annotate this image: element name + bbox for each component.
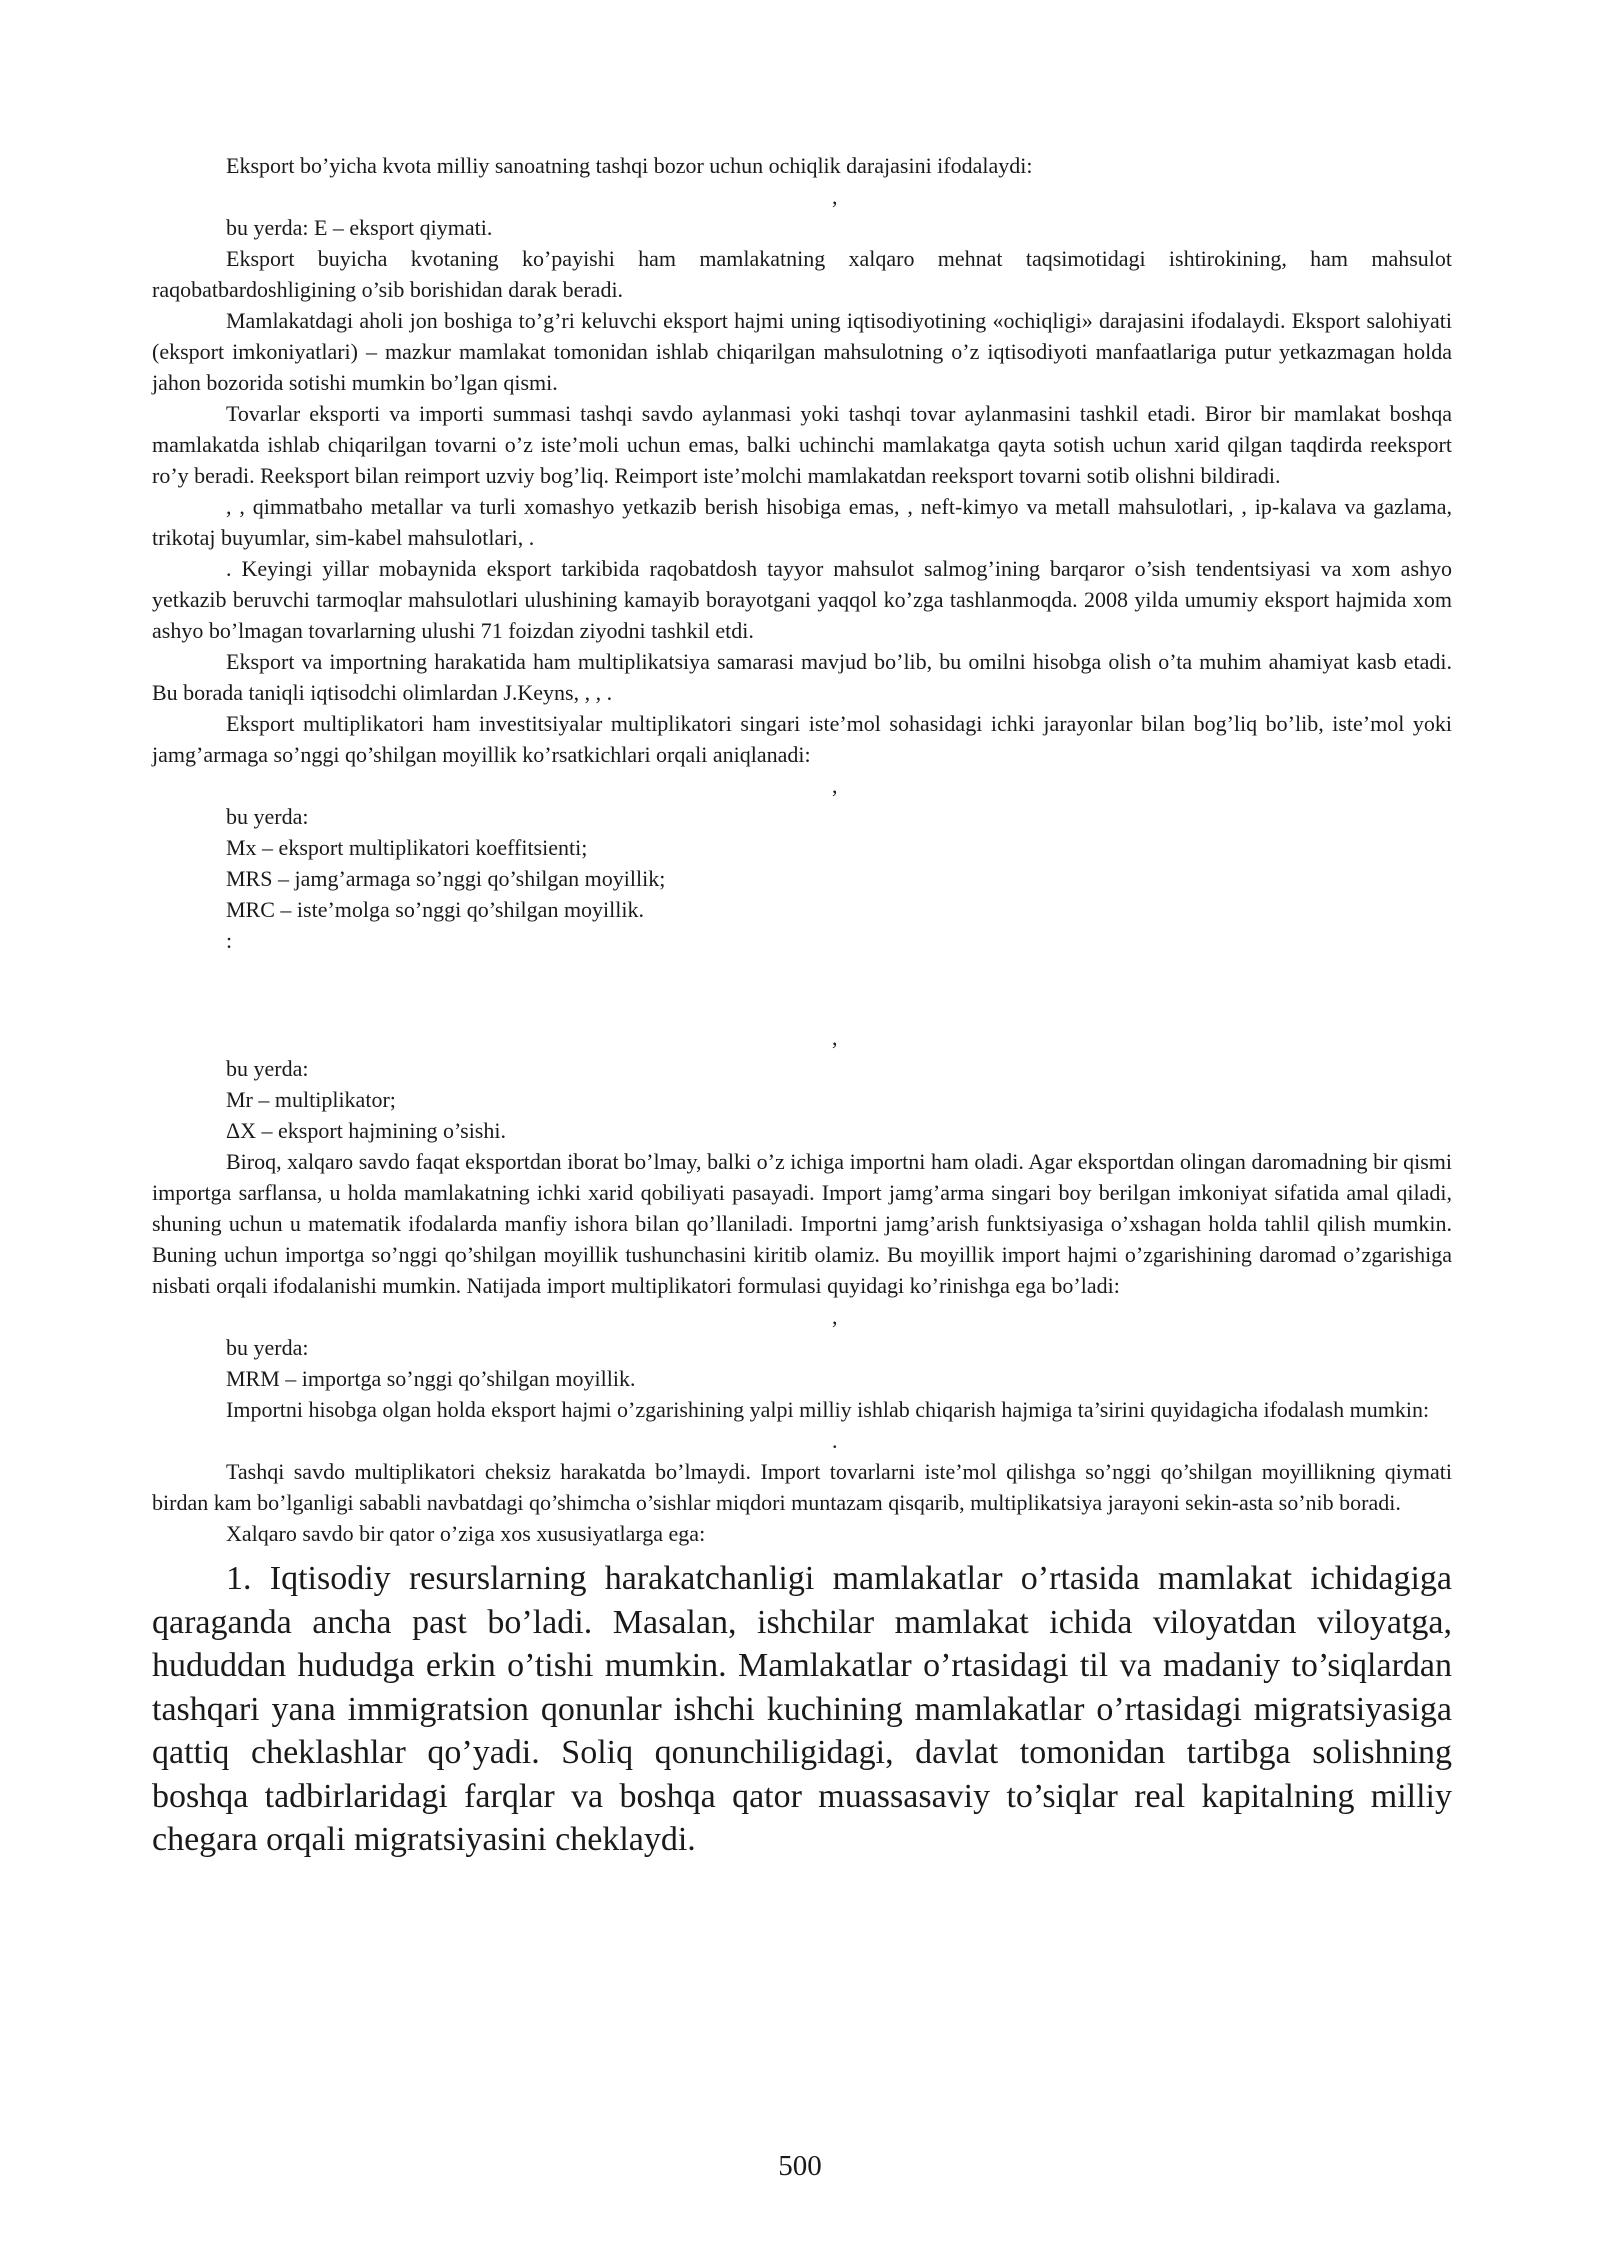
definition-line: bu yerda: (226, 804, 309, 829)
paragraph: Tovarlar eksporti va importi summasi tashqi savdo aylanmasi yoki tashqi tovar aylanmasini tashkil etadi. Biror bir mamlakat boshqa mamlakatda ishlab chiqarilgan tovarni o’z iste’moli uchun emas, balki uchinchi mamlakatga qayta sotish uchun xarid qilgan taqdirda reeksport ro’y beradi. Reeksport bilan reimport uzviy bog’liq. Reimport iste’molchi mamlakatdan reeksport tovarni sotib olishni bildiradi. (152, 401, 1452, 488)
paragraph: Eksport bo’yicha kvota milliy sanoatning tashqi bozor uchun ochiqlik darajasini ifodalaydi: (226, 153, 1033, 178)
paragraph: Biroq, xalqaro savdo faqat eksportdan iborat bo’lmay, balki o’z ichiga importni ham oladi. Agar eksportdan olingan daromadning bir qismi importga sarflansa, u holda mamlakatning ichki xarid qobiliyati pasayadi. Import jamg’arma singari boy berilgan imkoniyat sifatida amal qiladi, shuning uchun u matematik ifodalarda manfiy ishora bilan qo’llaniladi. Importni jamg’arish funktsiyasiga o’xshagan holda tahlil qilish mumkin. Buning uchun importga so’nggi qo’shilgan moyillik tushunchasini kiritib olamiz. Bu moyillik import hajmi o’zgarishining daromad o’zgarishiga nisbati orqali ifodalanishi mumkin. Natijada import multiplikatori formulasi quyidagi ko’rinishga ega bo’ladi: (152, 1149, 1452, 1298)
paragraph: . Keyingi yillar mobaynida eksport tarkibida raqobatdosh tayyor mahsulot salmog’ining barqaror o’sish tendentsiyasi va xom ashyo yetkazib beruvchi tarmoqlar mahsulotlari ulushining kamayib borayotgani yaqqol ko’zga tashlanmoqda. 2008 yilda umumiy eksport hajmida xom ashyo bo’lmagan tovarlarning ulushi 71 foizdan ziyodni tashkil etdi. (152, 556, 1452, 643)
definition-line: ΔX – eksport hajmining o’sishi. (226, 1118, 506, 1143)
formula-placeholder: , (832, 184, 838, 209)
definition-line: : (226, 928, 233, 953)
formula-placeholder: , (832, 773, 838, 798)
paragraph: bu yerda: E – eksport qiymati. (226, 215, 493, 240)
definition-line: bu yerda: (226, 1335, 309, 1360)
definition-line: MRC – iste’molga so’nggi qo’shilgan moyillik. (226, 897, 644, 922)
page-number: 500 (778, 2150, 822, 2182)
formula-placeholder: , (832, 1304, 838, 1329)
paragraph: Xalqaro savdo bir qator o’ziga xos xususiyatlarga ega: (226, 1521, 706, 1546)
page-body (152, 150, 1452, 1862)
paragraph: Mamlakatdagi aholi jon boshiga to’g’ri keluvchi eksport hajmi uning iqtisodiyotining «ochiqligi» darajasini ifodalaydi. Eksport salohiyati (eksport imkoniyatlari) – mazkur mamlakat tomonidan ishlab chiqarilgan mahsulotning o’z iqtisodiyoti manfaatlariga putur yetkazmagan holda jahon bozorida sotishi mumkin bo’lgan qismi. (152, 308, 1452, 395)
definition-line: bu yerda: (226, 1056, 309, 1081)
definition-line: MRM – importga so’nggi qo’shilgan moyillik. (226, 1366, 636, 1391)
formula-placeholder: . (832, 1428, 838, 1453)
paragraph: Eksport buyicha kvotaning ko’payishi ham mamlakatning xalqaro mehnat taqsimotidagi ishtirokining, ham mahsulot raqobatbardoshligining o’sib borishidan darak beradi. (152, 246, 1452, 302)
definition-line: Mr – multiplikator; (226, 1087, 396, 1112)
definition-line: MRS – jamg’armaga so’nggi qo’shilgan moyillik; (226, 866, 666, 891)
definition-line: Mx – eksport multiplikatori koeffitsienti; (226, 835, 588, 860)
paragraph: , , qimmatbaho metallar va turli xomashyo yetkazib berish hisobiga emas, , neft-kimyo va metall mahsulotlari, , ip-kalava va gazlama, trikotaj buyumlar, sim-kabel mahsulotlari, . (152, 494, 1452, 550)
large-paragraph: 1. Iqtisodiy resurslarning harakatchanligi mamlakatlar o’rtasida mamlakat ichidagiga qaraganda ancha past bo’ladi. Masalan, ishchilar mamlakat ichida viloyatdan viloyatga, hududdan hududga erkin o’tishi mumkin. Mamlakatlar o’rtasidagi til va madaniy to’siqlardan tashqari yana immigratsion qonunlar ishchi kuchining mamlakatlar o’rtasidagi migratsiyasiga qattiq cheklashlar qo’yadi. Soliq qonunchiligidagi, davlat tomonidan tartibga solishning boshqa tadbirlaridagi farqlar va boshqa qator muassasaviy to’siqlar real kapitalning milliy chegara orqali migratsiyasini cheklaydi. (152, 1560, 1452, 1858)
formula-placeholder: , (832, 1025, 838, 1050)
paragraph: Eksport va importning harakatida ham multiplikatsiya samarasi mavjud bo’lib, bu omilni hisobga olish o’ta muhim ahamiyat kasb etadi. Bu borada taniqli iqtisodchi olimlardan J.Keyns, , , . (152, 649, 1452, 705)
paragraph: Tashqi savdo multiplikatori cheksiz harakatda bo’lmaydi. Import tovarlarni iste’mol qilishga so’nggi qo’shilgan moyillikning qiymati birdan kam bo’lganligi sababli navbatdagi qo’shimcha o’sishlar miqdori muntazam qisqarib, multiplikatsiya jarayoni sekin-asta so’nib boradi. (152, 1459, 1452, 1515)
paragraph: Importni hisobga olgan holda eksport hajmi o’zgarishining yalpi milliy ishlab chiqarish hajmiga ta’sirini quyidagicha ifodalash mumkin: (226, 1397, 1430, 1422)
paragraph: Eksport multiplikatori ham investitsiyalar multiplikatori singari iste’mol sohasidagi ichki jarayonlar bilan bog’liq bo’lib, iste’mol yoki jamg’armaga so’nggi qo’shilgan moyillik ko’rsatkichlari orqali aniqlanadi: (152, 711, 1452, 767)
